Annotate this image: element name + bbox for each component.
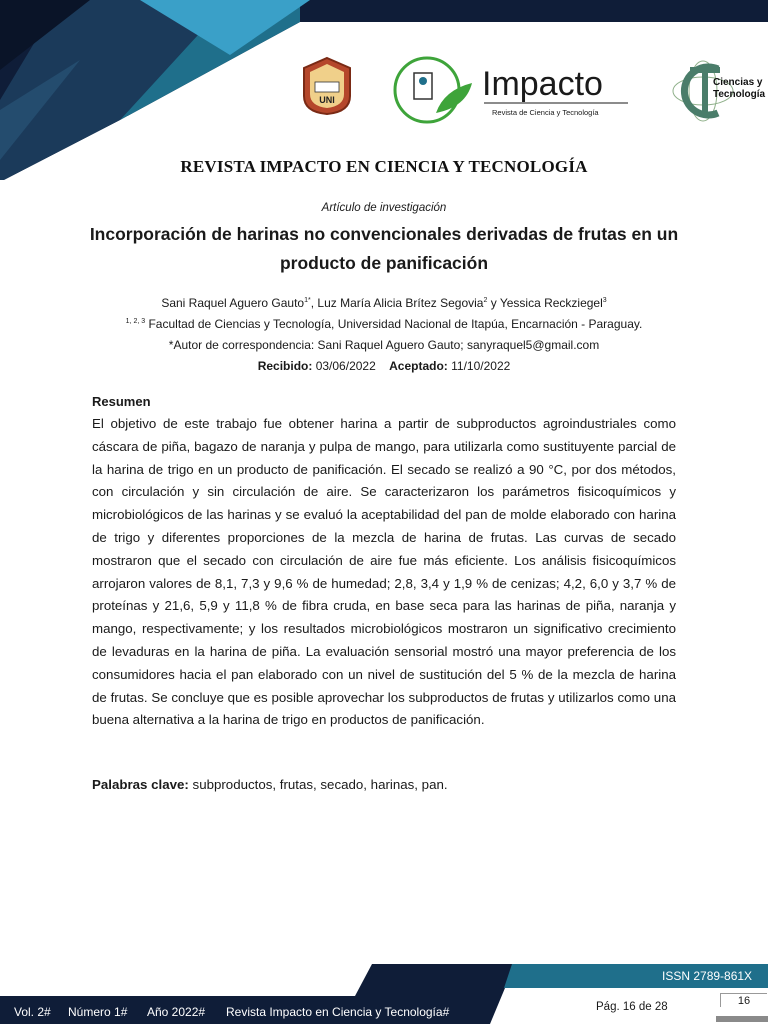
header-corner-decoration [0, 0, 768, 180]
footer-journal: Revista Impacto en Ciencia y Tecnología# [226, 1005, 450, 1019]
paper-title: Incorporación de harinas no convencionales derivadas de frutas en un producto de panificación [89, 224, 679, 273]
author-separator: , [310, 296, 318, 310]
uni-logo-text: UNI [319, 95, 335, 105]
author-sup: 3 [602, 297, 607, 304]
dates-line [0, 359, 768, 373]
author-sup: 1* [304, 297, 311, 304]
issn: ISSN 2789-861X [662, 969, 753, 983]
article-type: Artículo de investigación [321, 202, 447, 214]
impacto-logo-text: Impacto [482, 65, 603, 103]
ciencias-tecnologia-logo-icon [668, 55, 768, 125]
ciencias-logo-text-2: Tecnología [713, 89, 766, 100]
author-name: Sani Raquel Aguero Gauto [161, 296, 305, 310]
abstract-text: El objetivo de este trabajo fue obtener harina a partir de subproductos agroindustriales como cáscara de piña, bagazo de naranja y pulpa de mango, para utilizarla como sustituyente parcial de la harina de trigo en un producto de panificación. El secado se realizó a 90 °C, por dos métodos, con circulación y sin circulación de aire. Se caracterizaron los parámetros fisicoquímicos y microbiológicos de las harinas y se evaluó la aceptabilidad del pan de molde elaborado con harina de trigo y diferentes proporciones de la mezcla de harina de frutas. Las curvas de secado mostraron que el secado con circulación de aire fue más eficiente. Los análisis fisicoquímicos arrojaron valores de 8,1, 7,3 y 9,6 % de humedad; 2,8, 3,4 y 1,9 % de cenizas; 4,2, 6,0 y 3,7 % de proteínas y 21,6, 5,9 y 11,8 % de fibra cruda, en base seca para las harinas de piña, naranja y mango, respectivamente; y los resultados microbiológicos mostraron un significativo crecimiento de levaduras en la harina de piña. La evaluación sensorial mostró una mayor preferencia de los consumidores hacia el pan elaborado con un nivel de sustitución del 5 % de la mezcla de harina de frutas. Se concluye que es posible aprovechar los subproductos de frutas y utilizarlos como una buena alternativa a la harina de trigo en productos de panificación. [92, 416, 676, 728]
author-and: y [487, 296, 500, 310]
keywords-label: Palabras clave: [92, 777, 189, 792]
keywords: subproductos, frutas, secado, harinas, pan. [192, 777, 448, 792]
abstract-heading: Resumen [92, 394, 151, 409]
impacto-logo-subtext: Revista de Ciencia y Tecnología [492, 108, 599, 117]
affiliation-sup: 1, 2, 3 [125, 318, 146, 325]
accepted-label: Aceptado: [389, 359, 448, 373]
page-label: Pág. 16 de 28 [596, 1001, 668, 1013]
correspondence: *Autor de correspondencia: Sani Raquel Aguero Gauto; sanyraquel5@gmail.com [168, 338, 600, 352]
author-sup: 2 [483, 297, 488, 304]
impacto-logo-icon [392, 55, 632, 125]
uni-logo-icon [298, 56, 356, 116]
accepted-date: 11/10/2022 [451, 359, 511, 373]
author-name: Yessica Reckziegel [499, 296, 603, 310]
received-label: Recibido: [257, 359, 313, 373]
affiliation-line [0, 317, 768, 331]
author-name: Luz María Alicia Brítez Segovia [317, 296, 484, 310]
journal-title: REVISTA IMPACTO EN CIENCIA Y TECNOLOGÍA [180, 157, 588, 176]
authors-line [0, 296, 768, 310]
page-number: 16 [720, 993, 767, 1007]
received-date: 03/06/2022 [315, 359, 376, 373]
affiliation: Facultad de Ciencias y Tecnología, Universidad Nacional de Itapúa, Encarnación - Paraguay. [148, 317, 643, 331]
ciencias-logo-text-1: Ciencias y [713, 77, 763, 88]
footer-year: Año 2022# [147, 1005, 206, 1019]
footer-volume: Vol. 2# [14, 1005, 51, 1019]
footer-number: Número 1# [68, 1005, 128, 1019]
keywords-line [92, 777, 448, 792]
